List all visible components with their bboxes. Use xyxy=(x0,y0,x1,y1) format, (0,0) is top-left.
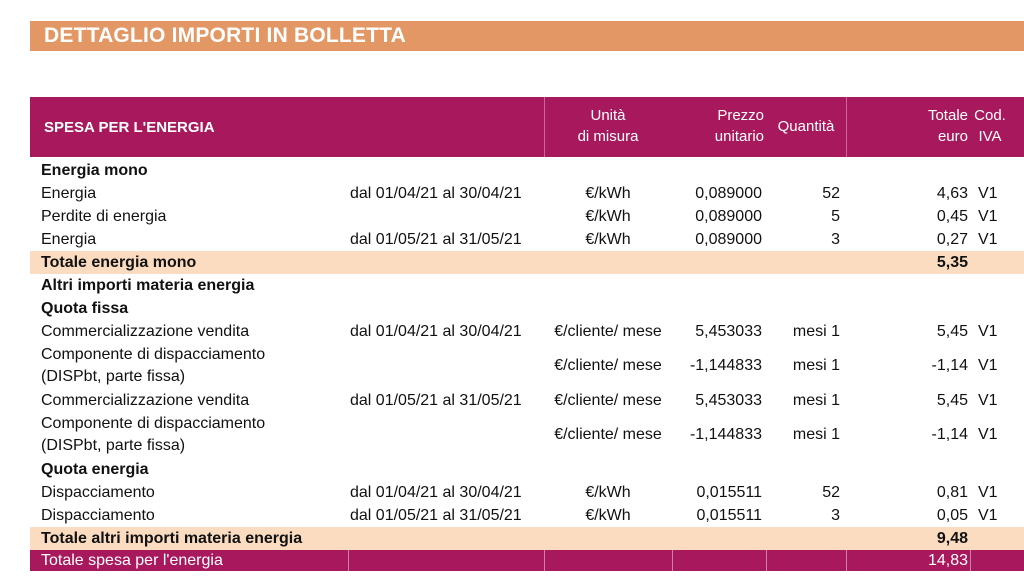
row-unit: €/cliente/ mese xyxy=(554,323,662,340)
row-period: dal 01/04/21 al 30/04/21 xyxy=(350,484,522,501)
row-desc: Commercializzazione vendita xyxy=(41,323,250,340)
grand-total-value: 14,83 xyxy=(927,552,968,569)
grand-total-divider xyxy=(672,550,673,571)
header-unit-line2: di misura xyxy=(577,128,639,145)
row-price: -1,144833 xyxy=(689,357,762,374)
table-row xyxy=(30,389,1024,412)
row-unit: €/kWh xyxy=(585,484,631,501)
header-total xyxy=(870,105,968,147)
row-price: 5,453033 xyxy=(695,392,762,409)
subgroup-heading-label: Quota fissa xyxy=(41,300,129,317)
row-period: dal 01/04/21 al 30/04/21 xyxy=(350,185,522,202)
row-period: dal 01/05/21 al 31/05/21 xyxy=(350,231,522,248)
header-price xyxy=(672,105,764,147)
row-iva: V1 xyxy=(978,507,998,524)
row-period: dal 01/05/21 al 31/05/21 xyxy=(350,507,522,524)
row-price: 5,453033 xyxy=(695,323,762,340)
row-price: 0,089000 xyxy=(695,208,762,225)
row-unit: €/cliente/ mese xyxy=(554,392,662,409)
row-qty: mesi 1 xyxy=(792,392,840,409)
table-row xyxy=(30,343,1024,389)
grand-total-divider xyxy=(970,550,971,571)
row-total: 0,27 xyxy=(936,231,968,248)
header-iva-line1: Cod. xyxy=(974,107,1006,124)
row-period: dal 01/04/21 al 30/04/21 xyxy=(350,323,522,340)
subgroup-heading xyxy=(30,458,1024,481)
row-desc: Energia xyxy=(41,231,97,248)
row-total: 5,45 xyxy=(936,323,968,340)
row-price: 0,089000 xyxy=(695,185,762,202)
row-iva: V1 xyxy=(978,426,998,443)
group-heading xyxy=(30,159,1024,182)
section-header-bar xyxy=(30,21,1024,51)
section-title: DETTAGLIO IMPORTI IN BOLLETTA xyxy=(44,24,406,47)
table-row xyxy=(30,481,1024,504)
row-iva: V1 xyxy=(978,392,998,409)
header-iva-line2: IVA xyxy=(978,128,1002,145)
row-price: 0,015511 xyxy=(696,484,762,501)
row-total: 0,45 xyxy=(936,208,968,225)
header-total-line1: Totale xyxy=(927,107,968,124)
row-desc: Dispacciamento xyxy=(41,507,155,524)
header-unit-line1: Unità xyxy=(590,107,626,124)
row-unit: €/kWh xyxy=(585,208,631,225)
row-iva: V1 xyxy=(978,208,998,225)
table-row xyxy=(30,205,1024,228)
row-qty: mesi 1 xyxy=(792,323,840,340)
table-row xyxy=(30,228,1024,251)
header-unit xyxy=(544,105,672,147)
row-desc: Dispacciamento xyxy=(41,484,155,501)
subgroup-heading xyxy=(30,297,1024,320)
row-desc-line1: Componente di dispacciamento xyxy=(41,415,266,432)
table-header xyxy=(30,97,1024,157)
grand-total-divider xyxy=(846,550,847,571)
row-desc: Perdite di energia xyxy=(41,208,167,225)
row-iva: V1 xyxy=(978,484,998,501)
row-unit: €/kWh xyxy=(585,231,631,248)
row-iva: V1 xyxy=(978,323,998,340)
grand-total-label: Totale spesa per l'energia xyxy=(41,552,223,569)
row-desc xyxy=(41,344,265,388)
row-qty: 52 xyxy=(822,185,840,202)
row-unit: €/cliente/ mese xyxy=(554,426,662,443)
grand-total-row xyxy=(30,550,1024,571)
row-period: dal 01/05/21 al 31/05/21 xyxy=(350,392,522,409)
grand-total-divider xyxy=(544,550,545,571)
row-unit: €/kWh xyxy=(585,185,631,202)
row-price: -1,144833 xyxy=(689,426,762,443)
row-qty: mesi 1 xyxy=(792,426,840,443)
group-heading-label: Altri importi materia energia xyxy=(41,277,255,294)
row-total: -1,14 xyxy=(931,426,968,443)
row-total: 0,05 xyxy=(936,507,968,524)
subtotal-row xyxy=(30,527,1024,550)
grand-total-divider xyxy=(766,550,767,571)
row-iva: V1 xyxy=(978,231,998,248)
row-desc-line1: Componente di dispacciamento xyxy=(41,346,266,363)
row-price: 0,015511 xyxy=(696,507,762,524)
subtotal-label: Totale altri importi materia energia xyxy=(41,530,303,547)
subtotal-row xyxy=(30,251,1024,274)
header-iva xyxy=(970,105,1010,147)
subtotal-value: 9,48 xyxy=(936,530,968,547)
row-price: 0,089000 xyxy=(695,231,762,248)
grand-total-divider xyxy=(348,550,349,571)
row-qty: 5 xyxy=(831,208,840,225)
row-unit: €/cliente/ mese xyxy=(554,357,662,374)
subgroup-heading-label: Quota energia xyxy=(41,461,149,478)
row-desc xyxy=(41,413,265,457)
row-desc: Energia xyxy=(41,185,97,202)
header-total-line2: euro xyxy=(937,128,968,145)
row-total: 4,63 xyxy=(936,185,968,202)
row-qty: 3 xyxy=(831,231,840,248)
group-heading xyxy=(30,274,1024,297)
table-row xyxy=(30,504,1024,527)
subtotal-label: Totale energia mono xyxy=(41,254,197,271)
row-iva: V1 xyxy=(978,185,998,202)
row-qty: 3 xyxy=(831,507,840,524)
row-desc-line2: (DISPbt, parte fissa) xyxy=(41,437,186,454)
row-desc: Commercializzazione vendita xyxy=(41,392,250,409)
header-divider xyxy=(846,97,847,157)
row-unit: €/kWh xyxy=(585,507,631,524)
energy-costs-table xyxy=(30,97,1024,571)
row-iva: V1 xyxy=(978,357,998,374)
row-total: -1,14 xyxy=(931,357,968,374)
row-desc-line2: (DISPbt, parte fissa) xyxy=(41,368,186,385)
table-row xyxy=(30,412,1024,458)
row-total: 5,45 xyxy=(936,392,968,409)
row-qty: mesi 1 xyxy=(792,357,840,374)
row-qty: 52 xyxy=(822,484,840,501)
header-qty: Quantità xyxy=(777,118,835,135)
table-row xyxy=(30,182,1024,205)
header-price-line2: unitario xyxy=(714,128,764,145)
group-heading-label: Energia mono xyxy=(41,162,148,179)
subtotal-value: 5,35 xyxy=(936,254,968,271)
header-price-line1: Prezzo xyxy=(717,107,764,124)
table-title: SPESA PER L'ENERGIA xyxy=(44,119,215,136)
row-total: 0,81 xyxy=(936,484,968,501)
table-row xyxy=(30,320,1024,343)
